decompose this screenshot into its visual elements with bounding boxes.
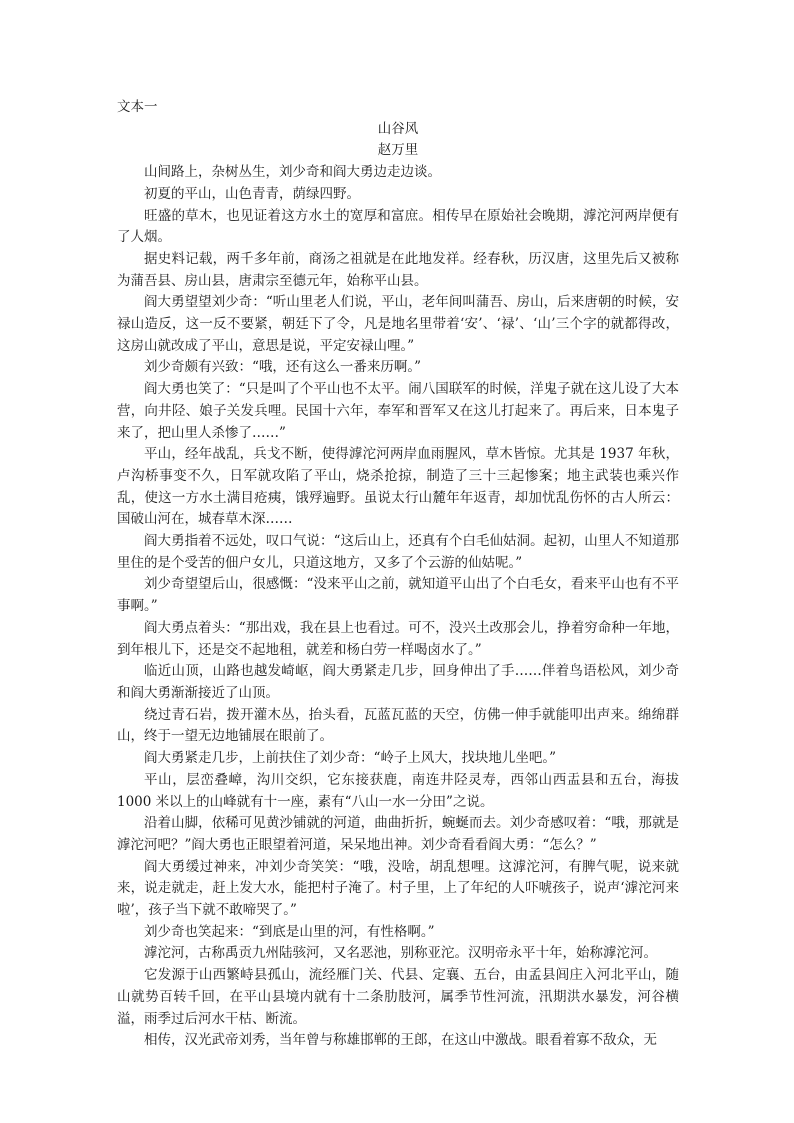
paragraph: 刘少奇颇有兴致：“哦，还有这么一番来历啊。” xyxy=(144,359,422,376)
paragraph: 阎大勇点着头：“那出戏，我在县上也看过。可不，没兴土改那会儿，挣着穷命种一年地，到年根儿下，还是交不起地租，就差和杨白劳一样喝卤水了。” xyxy=(117,619,679,658)
paragraph: 平山，层峦叠嶂，沟川交织，它东接获鹿，南连井陉灵寿，西邻山西盂县和五台，海拔 1000 米以上的山峰就有十一座，素有“八山一水一分田”之说。 xyxy=(117,771,679,810)
paragraph: 阎大勇也笑了：“只是叫了个平山也不太平。闹八国联军的时候，洋鬼子就在这儿设了大本营，向井陉、娘子关发兵哩。民国十六年，奉军和晋军又在这儿打起来了。再后来，日本鬼子来了，把山里人杀惨了……” xyxy=(117,381,679,441)
paragraph: 初夏的平山，山色青青，荫绿四野。 xyxy=(144,185,360,202)
paragraph: 山间路上，杂树丛生，刘少奇和阎大勇边走边谈。 xyxy=(144,164,441,181)
paragraph: 阎大勇缓过神来，冲刘少奇笑笑：“哦，没啥，胡乱想哩。这滹沱河，有脾气呢，说来就来，说走就走，赶上发大水，能把村子淹了。村子里，上了年纪的人吓唬孩子，说声‘滹沱河来啦’，孩子当下就不敢啼哭了。” xyxy=(117,858,679,919)
article-body xyxy=(117,162,679,1052)
article-title: 山谷风 xyxy=(377,120,419,137)
article-author: 赵万里 xyxy=(377,142,419,159)
paragraph: 刘少奇也笑起来：“到底是山里的河，有性格啊。” xyxy=(144,923,435,940)
paragraph: 据史料记载，两千多年前，商汤之祖就是在此地发祥。经春秋，历汉唐，这里先后又被称为蒲吾县、房山县，唐肃宗至德元年，始称平山县。 xyxy=(117,250,679,289)
paragraph: 旺盛的草木，也见证着这方水土的宽厚和富庶。相传早在原始社会晚期，滹沱河两岸便有了人烟。 xyxy=(117,207,679,246)
paragraph: 临近山顶，山路也越发崎岖，阎大勇紧走几步，回身伸出了手……伴着鸟语松风，刘少奇和阎大勇渐渐接近了山顶。 xyxy=(117,663,679,701)
paragraph: 阎大勇指着不远处，叹口气说：“这后山上，还真有个白毛仙姑洞。起初，山里人不知道那里住的是个受苦的佃户女儿，只道这地方，又多了个云游的仙姑呢。” xyxy=(117,533,679,571)
paragraph: 沿着山脚，依稀可见黄沙铺就的河道，曲曲折折，蜿蜒而去。刘少奇感叹着：“哦，那就是滹沱河吧？”阎大勇也正眼望着河道，呆呆地出神。刘少奇看看阎大勇：“怎么？” xyxy=(117,815,679,853)
document-page xyxy=(117,97,679,1052)
section-label: 文本一 xyxy=(117,99,158,115)
paragraph: 它发源于山西繁峙县孤山，流经雁门关、代县、定襄、五台，由孟县闾庄入河北平山，随山就势百转千回，在平山县境内就有十二条肋肢河，属季节性河流，汛期洪水暴发，河谷横溢，雨季过后河水干枯、断流。 xyxy=(117,967,679,1027)
paragraph: 阎大勇望望刘少奇：“听山里老人们说，平山，老年间叫蒲吾、房山，后来唐朝的时候，安禄山造反，这一反不要紧，朝廷下了令，凡是地名里带着‘安’、‘禄’、‘山’三个字的就都得改，这房山就改成了平山，意思是说，平定安禄山哩。” xyxy=(117,294,679,354)
paragraph: 绕过青石岩，拨开灌木丛，抬头看，瓦蓝瓦蓝的天空，仿佛一伸手就能叩出声来。绵绵群山，终于一望无边地铺展在眼前了。 xyxy=(117,706,679,745)
paragraph: 相传，汉光武帝刘秀，当年曾与称雄邯郸的王郎，在这山中激战。眼看着寡不敌众，无 xyxy=(144,1032,657,1049)
paragraph: 刘少奇望望后山，很感慨：“没来平山之前，就知道平山出了个白毛女，看来平山也有不平事啊。” xyxy=(117,576,679,615)
paragraph: 滹沱河，古称禹贡九州陆骇河，又名恶池，别称亚沱。汉明帝永平十年，始称滹沱河。 xyxy=(144,945,657,962)
paragraph: 平山，经年战乱，兵戈不断，使得滹沱河两岸血雨腥风，草木皆惊。尤其是 1937 年秋，卢沟桥事变不久，日军就攻陷了平山，烧杀抢掠，制造了三十三起惨案；地主武装也乘兴作乱，使这一方水土满目疮痍，饿殍遍野。虽说太行山麓年年返青，却加忧乱伤怀的古人所云：国破山河在，城春草木深…… xyxy=(117,446,679,528)
paragraph: 阎大勇紧走几步，上前扶住了刘少奇：“岭子上风大，找块地儿坐吧。” xyxy=(144,750,557,767)
